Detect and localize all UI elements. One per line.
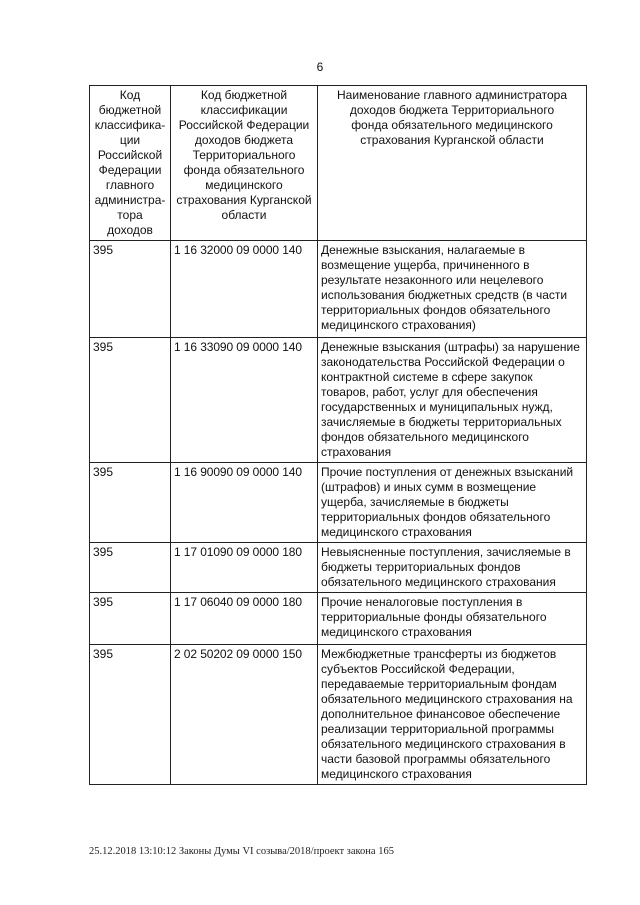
table-row [90, 338, 587, 463]
budget-code-cell: 1 16 90090 09 0000 140 [171, 463, 318, 543]
admin-code-cell: 395 [90, 241, 171, 338]
name-cell: Денежные взыскания (штрафы) за нарушение законодательства Российской Федерации о контрактной системе в сфере закупок товаров, работ, услуг для обеспечения государственных и муниципальных нужд, зачисляемые в бюджеты территориальных фондов обязательного медицинского страхования [318, 338, 587, 463]
budget-code-cell: 1 17 06040 09 0000 180 [171, 593, 318, 645]
document-footer: 25.12.2018 13:10:12 Законы Думы VI созыва/2018/проект закона 165 [89, 846, 394, 857]
header-name: Наименование главного администратора доходов бюджета Территориального фонда обязательного медицинского страхования Курганской области [318, 86, 587, 241]
budget-classification-table [89, 85, 587, 785]
budget-code-cell: 1 16 32000 09 0000 140 [171, 241, 318, 338]
name-cell: Прочие неналоговые поступления в территориальные фонды обязательного медицинского страхования [318, 593, 587, 645]
table-row [90, 543, 587, 593]
table-row [90, 463, 587, 543]
table-header-row [90, 86, 587, 241]
budget-code-cell: 1 17 01090 09 0000 180 [171, 543, 318, 593]
name-cell: Денежные взыскания, налагаемые в возмещение ущерба, причиненного в результате незаконного или нецелевого использования бюджетных средств (в части территориальных фондов обязательного медицинского страхования) [318, 241, 587, 338]
page-number: 6 [316, 60, 324, 74]
header-admin-code: Код бюджетной классифика-ции Российской Федерации главного администра-тора доходов [90, 86, 171, 241]
admin-code-cell: 395 [90, 593, 171, 645]
table-row [90, 241, 587, 338]
header-budget-code: Код бюджетной классификации Российской Федерации доходов бюджета Территориального фонда обязательного медицинского страхования Курганской области [171, 86, 318, 241]
name-cell: Межбюджетные трансферты из бюджетов субъектов Российской Федерации, передаваемые территориальным фондам обязательного медицинского страхования на дополнительное финансовое обеспечение реализации территориальной программы обязательного медицинского страхования в части базовой программы обязательного медицинского страхования [318, 645, 587, 785]
admin-code-cell: 395 [90, 338, 171, 463]
admin-code-cell: 395 [90, 543, 171, 593]
name-cell: Невыясненные поступления, зачисляемые в бюджеты территориальных фондов обязательного медицинского страхования [318, 543, 587, 593]
table-row [90, 593, 587, 645]
admin-code-cell: 395 [90, 645, 171, 785]
budget-code-cell: 2 02 50202 09 0000 150 [171, 645, 318, 785]
budget-code-cell: 1 16 33090 09 0000 140 [171, 338, 318, 463]
table-row [90, 645, 587, 785]
name-cell: Прочие поступления от денежных взысканий (штрафов) и иных сумм в возмещение ущерба, зачисляемые в бюджеты территориальных фондов обязательного медицинского страхования [318, 463, 587, 543]
admin-code-cell: 395 [90, 463, 171, 543]
